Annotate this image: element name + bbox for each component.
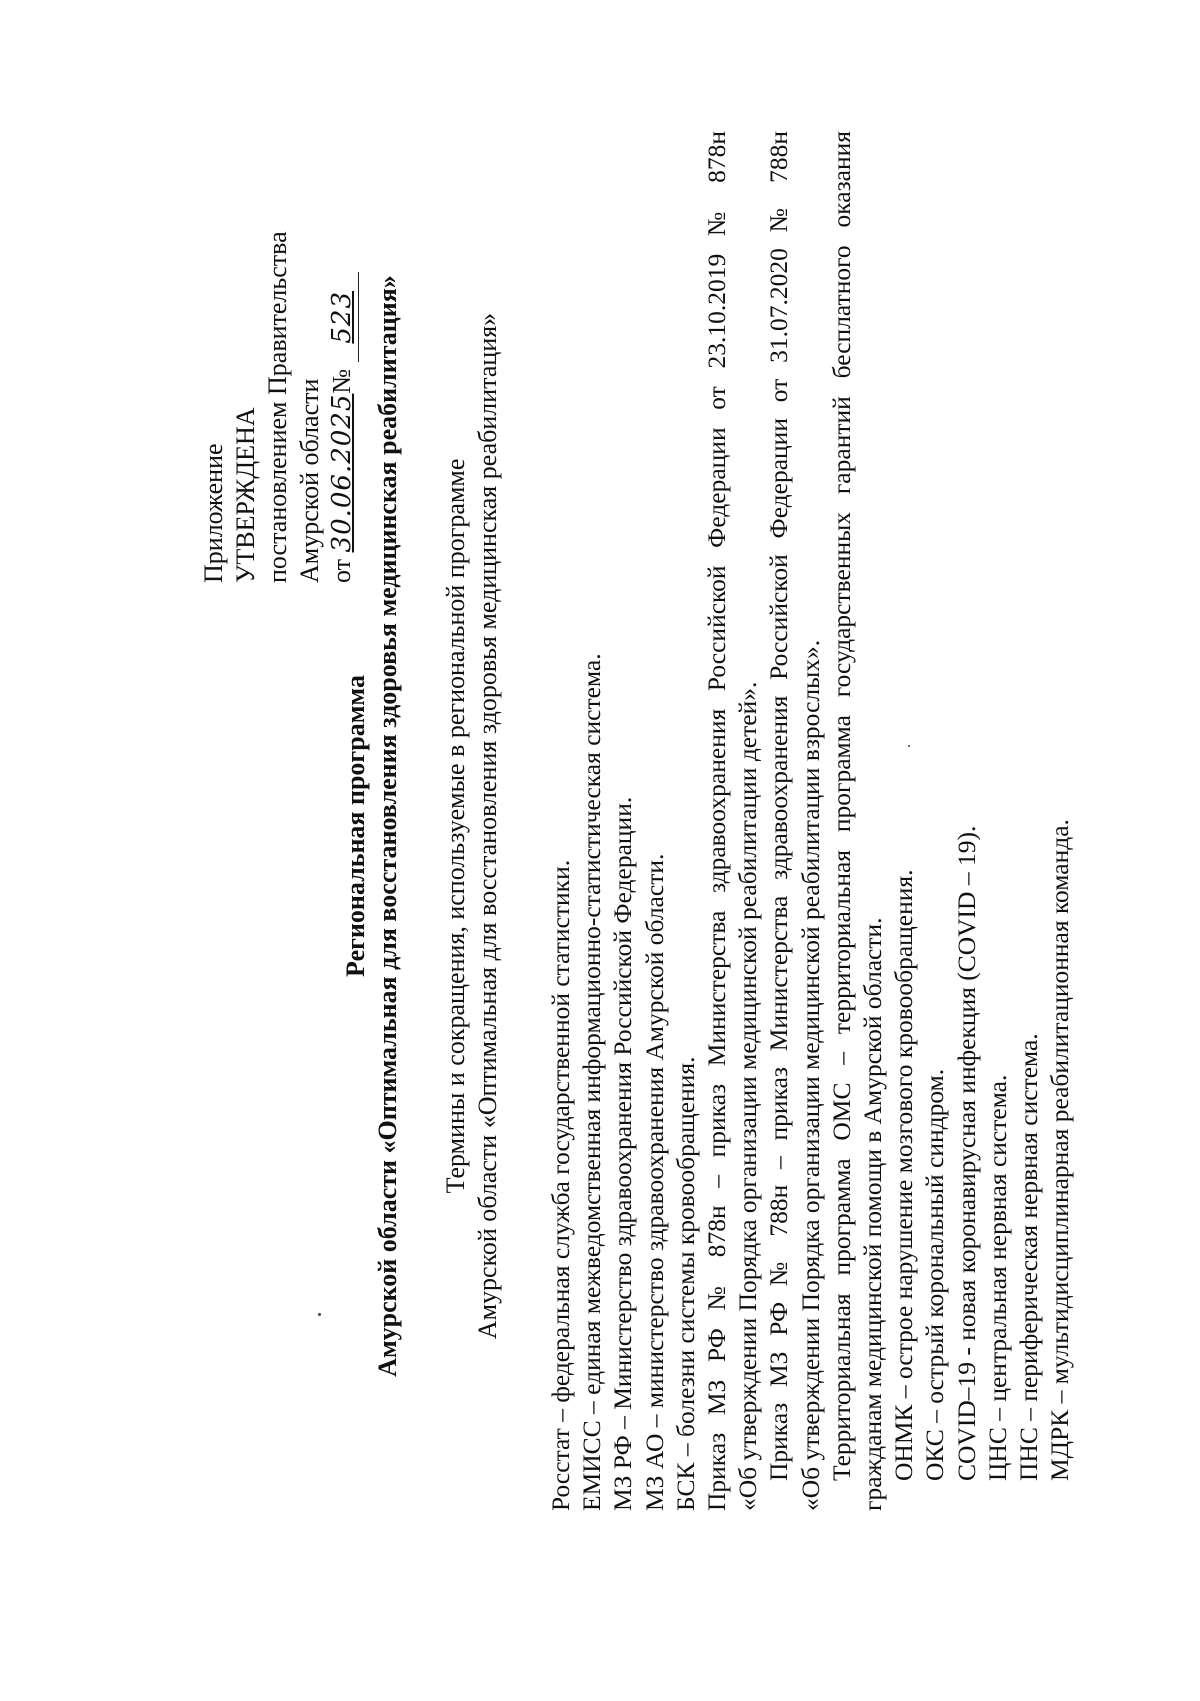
terms-heading-line-1: Термины и сокращения, используемые в региональной программе xyxy=(441,458,470,1194)
handwritten-number: 523 xyxy=(326,272,359,362)
term-line: Росстат – федеральная служба государственной статистики. xyxy=(546,859,575,1511)
term-line: Приказ МЗ РФ № 878н – приказ Министерства здравоохранения Российской Федерации от 23.10.2019 № 878н xyxy=(702,131,732,1511)
term-line: МДРК – мультидисциплинарная реабилитационная команда. xyxy=(1045,819,1075,1481)
date-prefix: от xyxy=(327,558,356,583)
rotated-document-content xyxy=(150,121,1075,1531)
term-line: Приказ МЗ РФ № 788н – приказ Министерства здравоохранения Российской Федерации от 31.07.2020 № 788н xyxy=(764,131,794,1481)
term-line: «Об утверждении Порядка организации медицинской реабилитации детей». xyxy=(733,681,763,1511)
title-line-2: Амурской области «Оптимальная для восстановления здоровья медицинская реабилитация» xyxy=(373,275,402,1377)
term-line: ЕМИСС – единая межведомственная информационно-статистическая система. xyxy=(577,653,607,1511)
approval-approved: УТВЕРЖДЕНА xyxy=(231,407,260,583)
term-line: «Об утверждении Порядка организации медицинской реабилитации взрослых». xyxy=(795,639,825,1511)
terms-heading xyxy=(440,121,504,1531)
terms-list xyxy=(545,131,1075,1511)
term-line: ЦНС – центральная нервная система. xyxy=(982,1074,1012,1481)
term-line: COVID–19 - новая коронавирусная инфекция (COVID – 19). xyxy=(951,825,981,1481)
term-line: БСК – болезни системы кровообращения. xyxy=(670,1056,700,1511)
term-line: ОНМК – острое нарушение мозгового кровообращения. xyxy=(889,869,919,1481)
term-line: МЗ РФ – Министерство здравоохранения Российской Федерации. xyxy=(608,796,638,1511)
title-line-1: Региональная программа xyxy=(341,675,370,977)
term-line: Территориальная программа ОМС – территориальная программа государственных гарантий бесплатного оказания xyxy=(826,131,856,1481)
approval-region: Амурской области xyxy=(295,378,324,583)
approval-stamp-block xyxy=(198,153,359,583)
document-title xyxy=(340,121,404,1531)
term-line: МЗ АО – министерство здравоохранения Амурской области. xyxy=(639,853,669,1511)
approval-appendix: Приложение xyxy=(199,443,228,583)
handwritten-date: 30.06.2025 xyxy=(327,393,357,553)
approval-by-decree: постановлением Правительства xyxy=(263,231,292,583)
term-line: гражданам медицинской помощи в Амурской области. xyxy=(858,917,888,1511)
term-line: ПНС – периферическая нервная система. xyxy=(1014,1033,1044,1481)
term-line: ОКС – острый корональный синдром. xyxy=(920,1068,950,1481)
terms-heading-line-2: Амурской области «Оптимальная для восстановления здоровья медицинская реабилитация» xyxy=(473,312,502,1340)
number-prefix: № xyxy=(327,368,356,394)
